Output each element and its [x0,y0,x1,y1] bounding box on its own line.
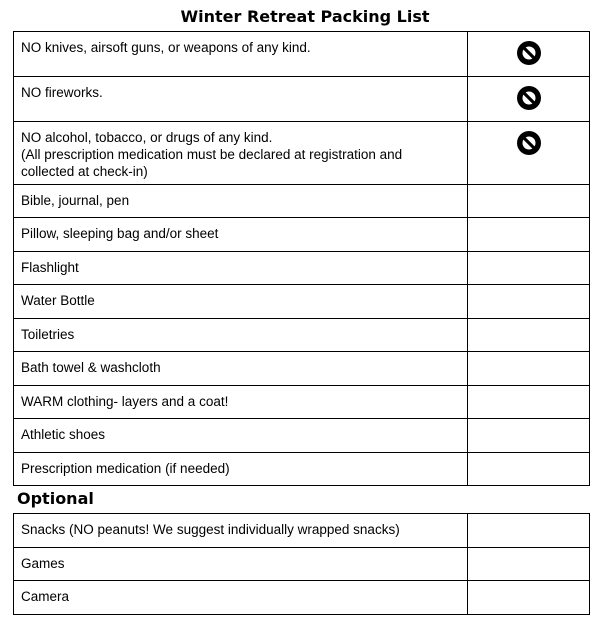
table-row [14,185,590,218]
item-text: NO fireworks. [21,85,103,100]
check-cell[interactable] [468,352,590,386]
table-row [14,548,590,581]
check-cell[interactable] [468,548,590,581]
table-row [14,453,590,486]
item-text: Pillow, sleeping bag and/or sheet [21,226,219,241]
item-text: Snacks (NO peanuts! We suggest individually wrapped snacks) [21,522,400,537]
table-row [14,386,590,419]
item-cell [14,32,468,77]
table-row [14,32,590,77]
check-cell [468,77,590,122]
item-text: Water Bottle [21,293,95,308]
table-row [14,77,590,122]
check-cell[interactable] [468,386,590,419]
item-cell [14,252,468,285]
item-note: (All prescription medication must be declared at registration and [21,147,403,162]
no-symbol-icon [517,41,541,65]
item-cell [14,352,468,386]
check-cell[interactable] [468,285,590,319]
item-cell [14,453,468,486]
table-row [14,352,590,386]
optional-list-table [13,513,590,615]
table-row [14,514,590,548]
item-text: NO knives, airsoft guns, or weapons of any kind. [21,40,311,55]
item-cell [14,285,468,319]
packing-list-table [13,31,590,486]
item-cell [14,514,468,548]
table-row [14,122,590,185]
item-text: Toiletries [21,327,75,342]
check-cell[interactable] [468,252,590,285]
table-row [14,218,590,252]
item-text: Games [21,556,65,571]
check-cell [468,122,590,185]
check-cell[interactable] [468,319,590,352]
item-text: NO alcohol, tobacco, or drugs of any kind. [21,130,273,145]
table-row [14,581,590,615]
table-row [14,419,590,453]
item-cell [14,185,468,218]
item-text: Prescription medication (if needed) [21,461,230,476]
optional-heading: Optional [17,489,94,508]
check-cell[interactable] [468,581,590,615]
item-text: Bible, journal, pen [21,193,130,208]
item-cell [14,218,468,252]
table-row [14,285,590,319]
item-cell [14,548,468,581]
item-text: Athletic shoes [21,427,106,442]
check-cell[interactable] [468,514,590,548]
page-title: Winter Retreat Packing List [180,7,430,26]
check-cell [468,32,590,77]
item-cell [14,319,468,352]
check-cell[interactable] [468,453,590,486]
item-text: Flashlight [21,260,79,275]
check-cell[interactable] [468,185,590,218]
item-note: collected at check-in) [21,164,148,179]
item-cell [14,581,468,615]
item-cell [14,122,468,185]
item-cell [14,386,468,419]
item-cell [14,77,468,122]
no-symbol-icon [517,131,541,155]
no-symbol-icon [517,86,541,110]
item-text: WARM clothing- layers and a coat! [21,394,229,409]
check-cell[interactable] [468,218,590,252]
table-row [14,252,590,285]
check-cell[interactable] [468,419,590,453]
item-cell [14,419,468,453]
table-row [14,319,590,352]
item-text: Bath towel & washcloth [21,360,161,375]
item-text: Camera [21,589,70,604]
